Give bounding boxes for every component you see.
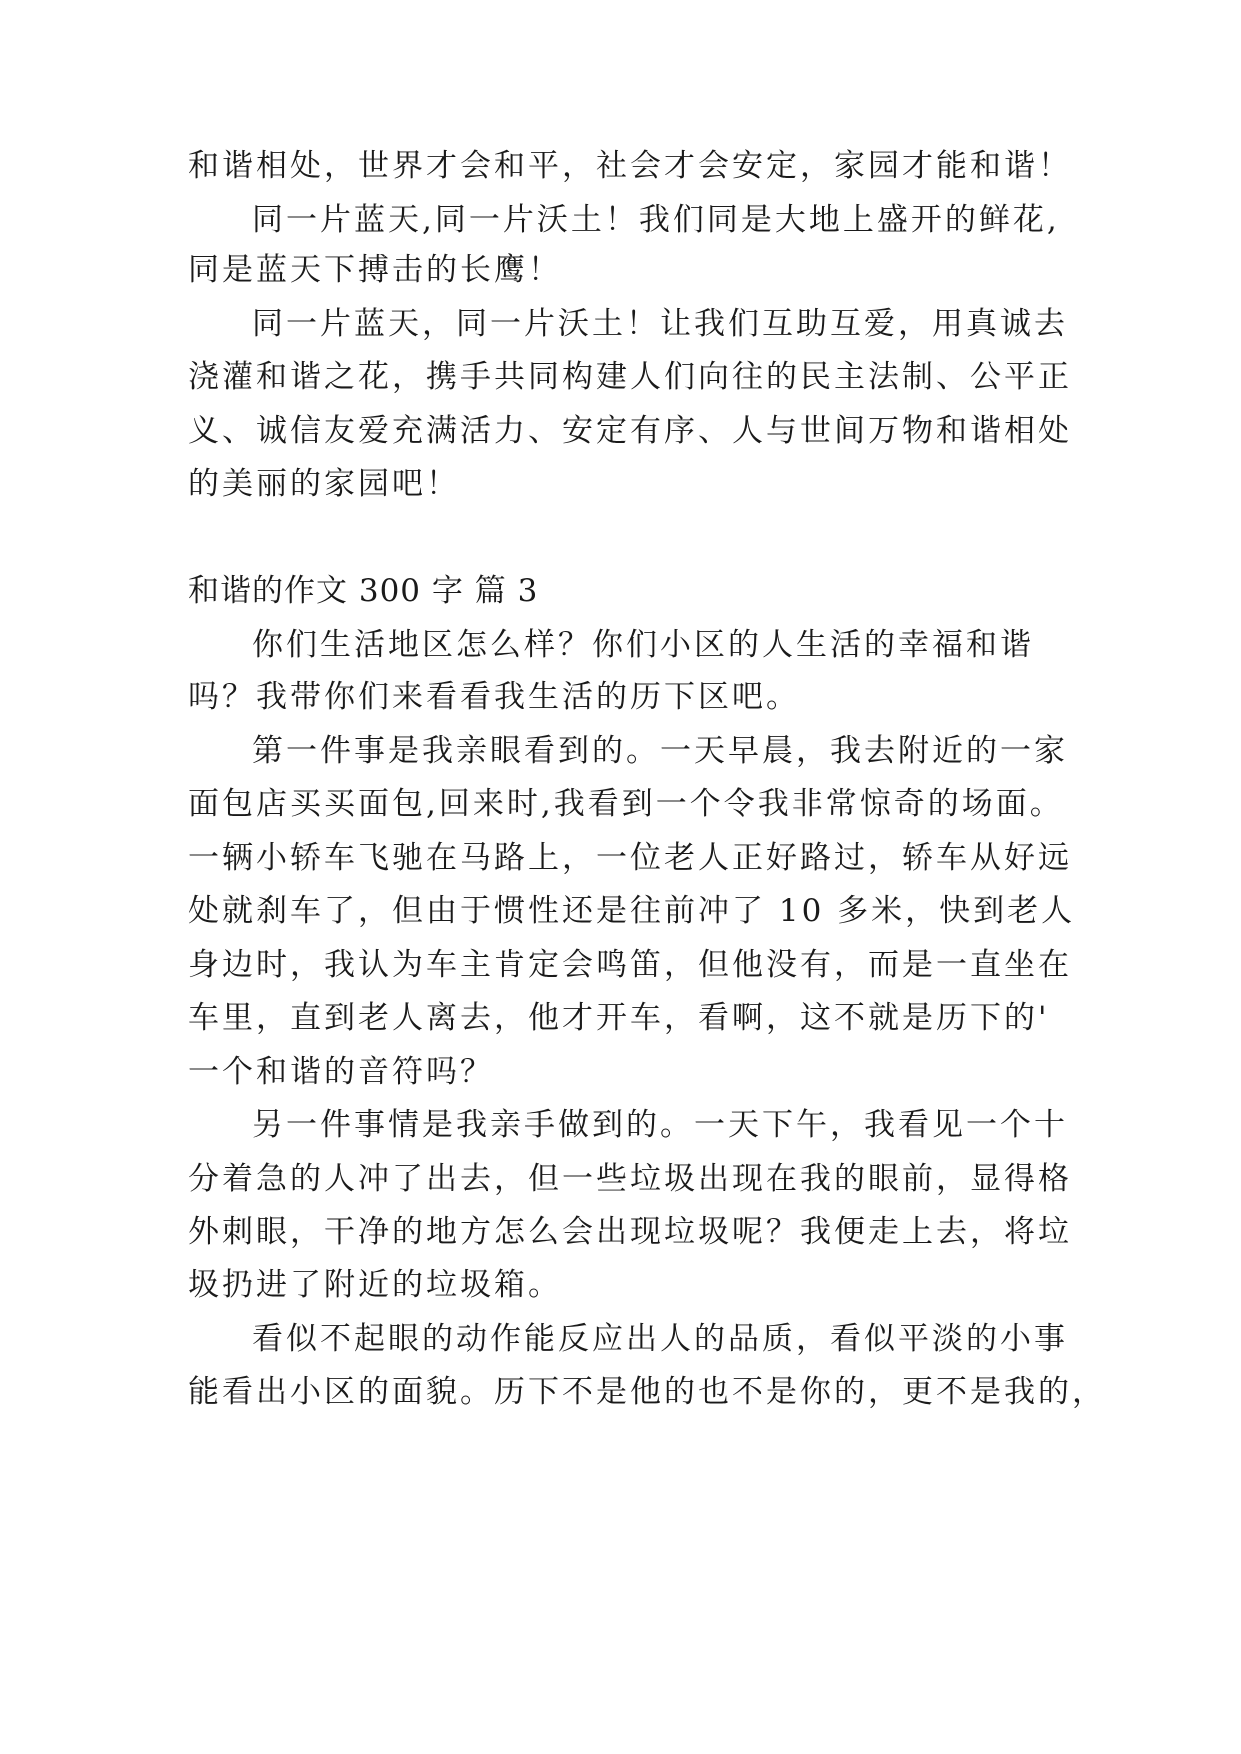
paragraph-line: 同一片蓝天,同一片沃土！我们同是大地上盛开的鲜花,: [252, 202, 1060, 238]
paragraph-line: 看似不起眼的动作能反应出人的品质，看似平淡的小事: [252, 1321, 1068, 1357]
paragraph-line: 车里，直到老人离去，他才开车，看啊，这不就是历下的': [188, 1000, 1050, 1036]
paragraph-line: 分着急的人冲了出去，但一些垃圾出现在我的眼前，显得格: [188, 1161, 1072, 1197]
paragraph-line: 另一件事情是我亲手做到的。一天下午，我看见一个十: [252, 1107, 1068, 1143]
paragraph-line: 的美丽的家园吧！: [188, 466, 460, 502]
paragraph-line: 同是蓝天下搏击的长鹰！: [188, 252, 562, 288]
paragraph-line: 一辆小轿车飞驰在马路上，一位老人正好路过，轿车从好远: [188, 840, 1072, 876]
paragraph-line: 一个和谐的音符吗？: [188, 1054, 494, 1090]
paragraph-line: 圾扔进了附近的垃圾箱。: [188, 1267, 562, 1303]
paragraph-line: 和谐相处，世界才会和平，社会才会安定，家园才能和谐！: [188, 148, 1072, 184]
paragraph-line: 浇灌和谐之花，携手共同构建人们向往的民主法制、公平正: [188, 359, 1072, 395]
paragraph-line: 身边时，我认为车主肯定会鸣笛，但他没有，而是一直坐在: [188, 947, 1072, 983]
section-heading: 和谐的作文 300 字 篇 3: [188, 573, 539, 609]
paragraph-line: 义、诚信友爱充满活力、安定有序、人与世间万物和谐相处: [188, 413, 1072, 449]
paragraph-line: 同一片蓝天，同一片沃土！让我们互助互爱，用真诚去: [252, 306, 1068, 342]
paragraph-line: 处就刹车了，但由于惯性还是往前冲了 10 多米，快到老人: [188, 893, 1076, 929]
paragraph-line: 能看出小区的面貌。历下不是他的也不是你的，更不是我的，: [188, 1374, 1106, 1410]
paragraph-line: 面包店买买面包,回来时,我看到一个令我非常惊奇的场面。: [188, 786, 1064, 822]
paragraph-line: 你们生活地区怎么样？你们小区的人生活的幸福和谐: [252, 627, 1034, 663]
paragraph-line: 第一件事是我亲眼看到的。一天早晨，我去附近的一家: [252, 733, 1068, 769]
paragraph-line: 吗？我带你们来看看我生活的历下区吧。: [188, 679, 800, 715]
paragraph-line: 外刺眼，干净的地方怎么会出现垃圾呢？我便走上去，将垃: [188, 1214, 1072, 1250]
